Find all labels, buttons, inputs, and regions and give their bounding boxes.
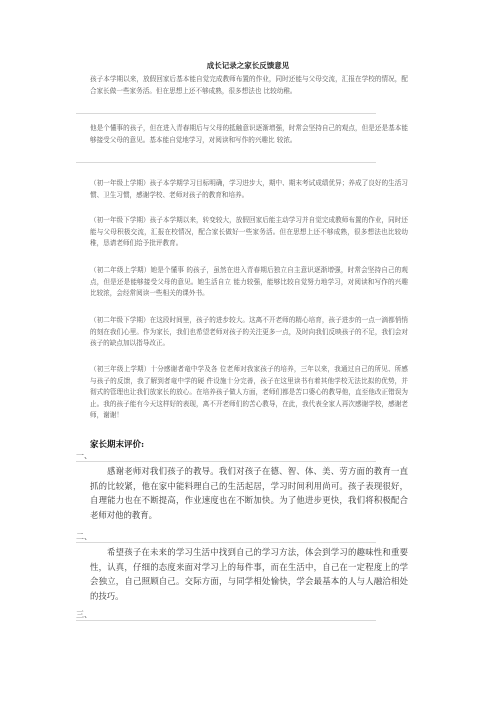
divider [76,620,376,621]
paragraph-grade8-term2: （初二年级下学期）在这段时间里，孩子的进步较大。这离不开老师的精心培育，孩子进步的一点一滴都悄悄的刻在我们心里。作为家长，我们也希望老师对孩子的关注更多一点，及时向我们反映孩子的不足，我们会对孩子的缺点加以指导改正。 [90,316,408,348]
divider [76,113,376,114]
section-heading: 家长期末评价: [90,440,145,450]
paragraph-grade7-term2: （初一年级下学期）孩子本学期以来，转变较大，放假回家后能主动学习并自觉完成教师布置的作业，同时还能与父母积极交流，汇报在校情况，配合家长做好一些家务活。但在思想上还不够成熟，很多想法也比较幼稚，恳请老师们给予批评教育。 [90,216,408,248]
divider [76,542,376,543]
paragraph-grade9-term1: （初三年级上学期）十分感谢者竜中学及各 位老师对我家孩子的培养，三年以来，我通过自己的所见、所感与孩子的反馈，我了解到者竜中学的硬 件设施十分完善，孩子在这里读书有着其他学校无法比拟的优势，并彻式的管理也让我们放家长的放心。在培养孩子做人方面，老师们都是苦口婆心的教导他，直至他改正错误为止。我的孩子能有今天这样好的表现，离不开老师们的苦心教导，在此，我代表全家人再次感谢学校，感谢老师，谢谢！ [90,365,408,420]
item-number: 一、 [76,451,92,460]
divider [76,461,376,462]
item-text: 希望孩子在未来的学习生活中找到自己的学习方法，体会到学习的趣味性和重要性，认真，仔细的态度来面对学习上的每件事，而在生活中，自己在一定程度上的学会独立，自己照顾自己。交际方面，与同学相处愉快，学会最基本的人与人融洽相处的技巧。 [90,547,408,601]
divider [76,162,376,163]
item-number: 二、 [76,532,92,541]
paragraph-1: 孩子本学期以来，放假回家后基本能自觉完成教师布置的作业，同时还能与父母交流，汇报在学校的情况，配合家长做一些家务活。但在思想上还不够成熟，很多想法也 比较幼稚。 [90,75,408,95]
paragraph-grade8-term1: （初二年级上学期）她是个懂事 的孩子，虽然在进入青春期后独立自主意识逐渐增强，时常会坚持自己的观点，但是还是能够接受父母的意见。她生活自立 能力较强，能够比较自觉努力地学习，对阅读和写作的兴趣比较浓，会经常阅读一些相关的课外书。 [90,266,408,298]
page-title: 成长记录之家长反馈意见 [206,61,290,70]
item-text: 感谢老师对我们孩子的教导。我们对孩子在德、智、体、美、劳方面的教育一直抓的比较紧，他在家中能料理自己的生活起居，学习时间利用尚可。孩子表现很好，自理能力也在不断提高，作业速度也在不断加快。为了他进步更快，我们将积极配合老师对他的教育。 [90,466,408,520]
paragraph-grade7-term1: （初一年级上学期）孩子本学期学习目标明确，学习进步大，期中、期末考试成绩优异；养成了良好的生活习惯、卫生习惯，感谢学校、老师对孩子的教育和培养。 [90,179,408,199]
paragraph-2: 他是个懂事的孩子，但在进入青春期后与父母的抵触意识逐渐增强，时常会坚持自己的观点，但是还是基本能够接受父母的意见。基本能自觉地学习，对阅读和写作的兴趣比 较浓。 [90,124,408,144]
item-number: 三、 [76,610,92,619]
